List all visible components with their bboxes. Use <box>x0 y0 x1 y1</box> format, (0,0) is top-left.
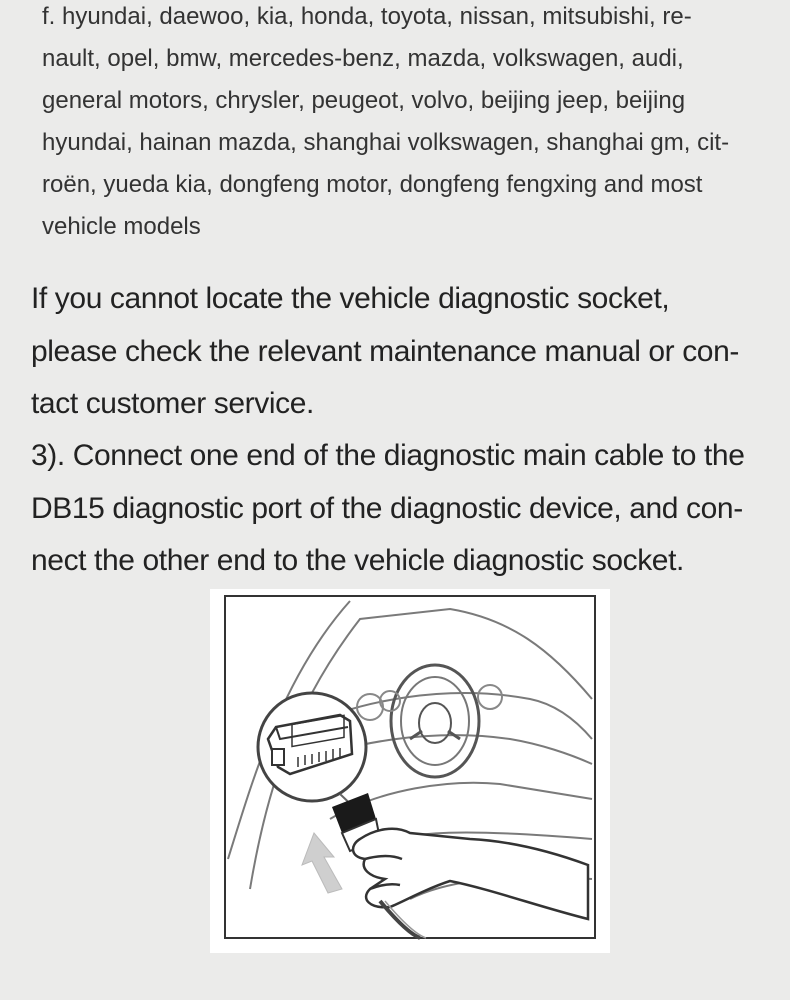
instruction-line: please check the relevant maintenance manual or con- <box>31 335 739 368</box>
instruction-line: tact customer service. <box>31 387 314 420</box>
instruction-line: 3). Connect one end of the diagnostic main cable to the <box>31 439 745 472</box>
instruction-line: DB15 diagnostic port of the diagnostic device, and con- <box>31 492 743 525</box>
instruction-line: If you cannot locate the vehicle diagnostic socket, <box>31 282 670 315</box>
compatibility-line: f. hyundai, daewoo, kia, honda, toyota, nissan, mitsubishi, re- <box>42 3 692 30</box>
compatibility-line: vehicle models <box>42 213 201 240</box>
obd-connection-illustration <box>210 589 610 953</box>
instruction-line: nect the other end to the vehicle diagnostic socket. <box>31 544 684 577</box>
compatibility-line: nault, opel, bmw, mercedes-benz, mazda, volkswagen, audi, <box>42 45 684 72</box>
obd-illustration-svg <box>210 589 610 953</box>
compatibility-line: roën, yueda kia, dongfeng motor, dongfeng fengxing and most <box>42 171 703 198</box>
compatibility-line: general motors, chrysler, peugeot, volvo, beijing jeep, beijing <box>42 87 686 114</box>
compatibility-line: hyundai, hainan mazda, shanghai volkswagen, shanghai gm, cit- <box>42 129 730 156</box>
